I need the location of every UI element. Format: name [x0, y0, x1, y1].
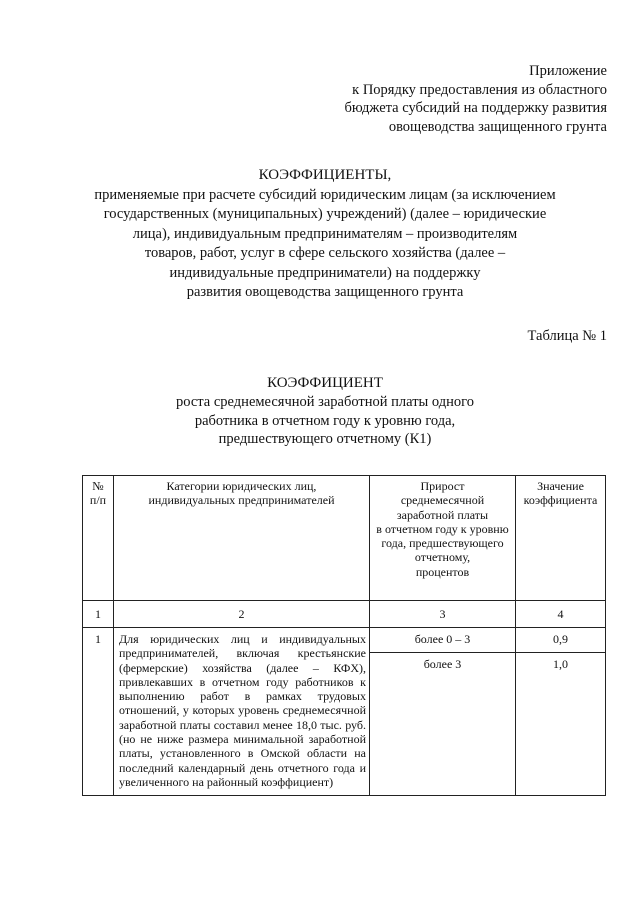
heading-line: лица), индивидуальным предпринимателям – производителям: [132, 225, 518, 242]
heading-line: применяемые при расчете субсидий юридическим лицам (за исключением: [94, 186, 556, 203]
appendix-line: к Порядку предоставления из областного: [352, 81, 607, 98]
growth-range-cell: более 0 – 3: [370, 628, 516, 653]
document-heading: [60, 166, 590, 303]
column-number-cell: 3: [370, 601, 516, 628]
header-text: заработной платы: [396, 507, 489, 522]
header-text: Прирост: [420, 479, 465, 493]
heading-title: КОЭФФИЦИЕНТЫ,: [258, 167, 392, 183]
header-growth-cell: [370, 476, 516, 601]
growth-range-cell: более 3: [370, 653, 516, 796]
table-row: [83, 628, 606, 653]
heading-line: товаров, работ, услуг в сфере сельского хозяйства (далее –: [144, 245, 506, 261]
header-text: процентов: [415, 564, 470, 579]
row-category-cell: Для юридических лиц и индивидуальных предпринимателей, включая крестьянские (фермерские) хозяйства (далее – КФХ), привлекавших в отчетном году работников к выполнению работ в рамках трудовых отношений, у которых уровень среднемесячной заработной платы составил менее 18,0 тыс. руб. (но не ниже размера минимальной заработной платы, установленного в Омской области на последний календарный день отчетного года и увеличенного на районный коэффициент): [114, 628, 370, 796]
coefficient-title: КОЭФФИЦИЕНТ: [267, 375, 383, 391]
appendix-line: овощеводства защищенного грунта: [388, 118, 607, 135]
header-text: коэффициента: [523, 493, 598, 508]
header-text: в отчетном году к уровню: [376, 521, 509, 536]
coefficient-line: роста среднемесячной заработной платы одного: [176, 393, 474, 410]
header-text: отчетному,: [414, 550, 471, 565]
header-text: №: [92, 479, 104, 493]
header-category-cell: [114, 476, 370, 601]
coefficient-heading: [95, 374, 555, 449]
appendix-block: [345, 62, 607, 136]
column-number-row: [83, 601, 606, 628]
coefficient-table: [82, 475, 606, 796]
heading-line: индивидуальные предприниматели) на поддержку: [169, 264, 481, 281]
column-number-cell: 4: [516, 601, 606, 628]
column-number-cell: 1: [83, 601, 114, 628]
table-number: Таблица № 1: [527, 328, 607, 344]
heading-line: развития овощеводства защищенного грунта: [186, 284, 464, 300]
header-text: п/п: [89, 493, 107, 508]
heading-line: государственных (муниципальных) учреждений) (далее – юридические: [103, 206, 547, 222]
row-number-cell: 1: [83, 628, 114, 796]
header-text: среднемесячной: [400, 493, 485, 508]
coefficient-line: предшествующего отчетному (К1): [218, 431, 432, 448]
coefficient-value-cell: 0,9: [516, 628, 606, 653]
table-header-row: [83, 476, 606, 601]
appendix-line: бюджета субсидий на поддержку развития: [344, 100, 607, 117]
column-number-cell: 2: [114, 601, 370, 628]
header-value-cell: [516, 476, 606, 601]
header-text: индивидуальных предпринимателей: [148, 493, 335, 508]
header-text: Категории юридических лиц,: [166, 479, 317, 493]
appendix-line: Приложение: [529, 63, 607, 79]
header-text: Значение: [537, 479, 584, 493]
header-number-cell: [83, 476, 114, 601]
coefficient-line: работника в отчетном году к уровню года,: [194, 412, 456, 429]
coefficient-value-cell: 1,0: [516, 653, 606, 796]
header-text: года, предшествующего: [381, 536, 504, 551]
